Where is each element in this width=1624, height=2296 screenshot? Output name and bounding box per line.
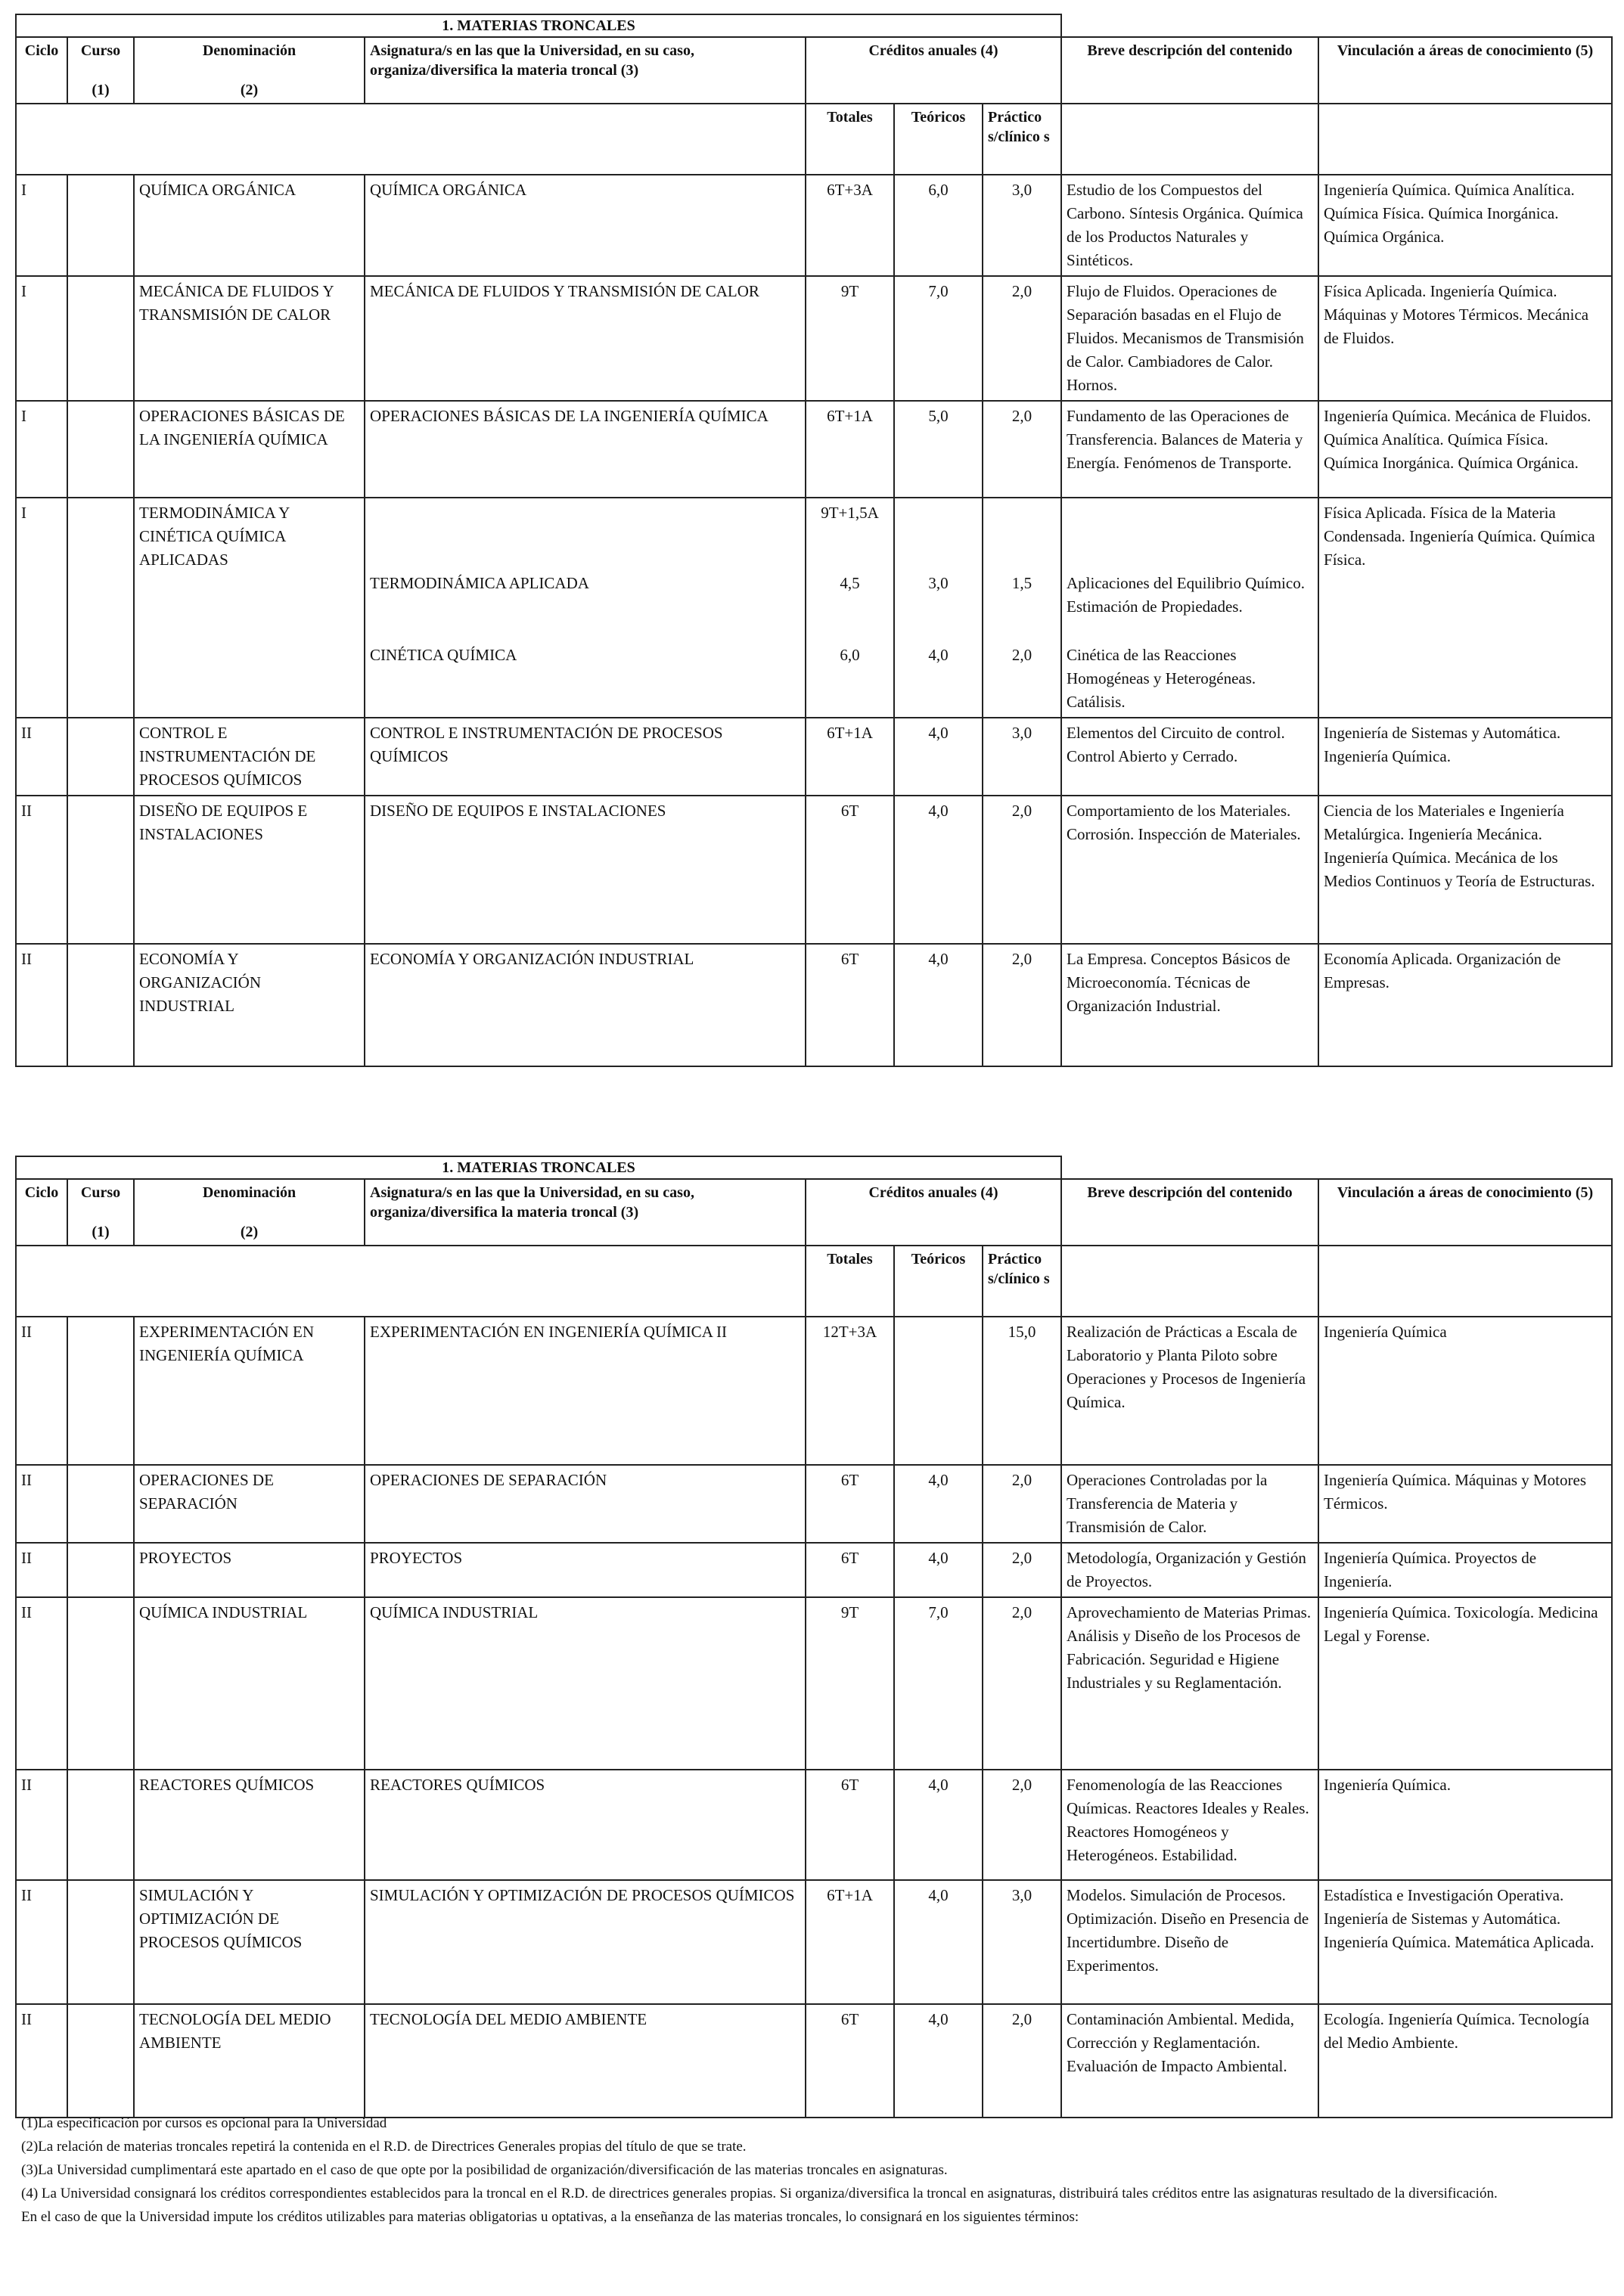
cell-totales: 12T+3A xyxy=(806,1317,894,1465)
table-row xyxy=(16,2004,1612,2118)
materias-troncales-table-1 xyxy=(15,14,1613,1067)
table-title: 1. MATERIAS TRONCALES xyxy=(16,14,1061,37)
col-denominacion xyxy=(134,37,365,104)
cell-asignatura: TECNOLOGÍA DEL MEDIO AMBIENTE xyxy=(365,2004,806,2118)
cell-asignatura: OPERACIONES BÁSICAS DE LA INGENIERÍA QUÍMICA xyxy=(365,401,806,498)
cell-descripcion: Flujo de Fluidos. Operaciones de Separación basadas en el Flujo de Fluidos. Mecanismos de Transmisión de Calor. Cambiadores de Calor. Hornos. xyxy=(1061,276,1318,401)
table-row xyxy=(16,401,1612,498)
cell-descripcion: Metodología, Organización y Gestión de Proyectos. xyxy=(1061,1543,1318,1597)
col-denominacion-note: (2) xyxy=(240,82,259,98)
cell-totales: 6T xyxy=(806,1543,894,1597)
cell-vinculacion: Ingeniería Química. Máquinas y Motores Térmicos. xyxy=(1318,1465,1612,1543)
footnotes xyxy=(21,2111,1610,2229)
termo-totales: 9T+1,5A xyxy=(821,504,879,522)
cell-practicos: 2,0 xyxy=(983,1597,1061,1770)
cell-vinculacion: Ingeniería Química. xyxy=(1318,1770,1612,1880)
cell-asignatura: QUÍMICA ORGÁNICA xyxy=(365,175,806,276)
cell-practicos: 2,0 xyxy=(983,1465,1061,1543)
subheader-blank-vinc xyxy=(1318,104,1612,175)
sub2-totales: 6,0 xyxy=(840,646,860,664)
cell-denominacion: MECÁNICA DE FLUIDOS Y TRANSMISIÓN DE CALOR xyxy=(134,276,365,401)
table-row xyxy=(16,1317,1612,1465)
cell-denominacion: ECONOMÍA Y ORGANIZACIÓN INDUSTRIAL xyxy=(134,944,365,1066)
col-descripcion: Breve descripción del contenido xyxy=(1061,1179,1318,1246)
cell-asignatura: EXPERIMENTACIÓN EN INGENIERÍA QUÍMICA II xyxy=(365,1317,806,1465)
cell-totales: 9T xyxy=(806,276,894,401)
cell-ciclo: I xyxy=(16,175,67,276)
cell-asignatura xyxy=(365,498,806,718)
cell-totales: 6T xyxy=(806,2004,894,2118)
col-asignaturas: Asignatura/s en las que la Universidad, en su caso, organiza/diversifica la materia troncal (3) xyxy=(365,1179,806,1246)
cell-curso xyxy=(67,718,134,796)
title-blank xyxy=(1061,1156,1612,1179)
cell-vinculacion: Ingeniería Química. Química Analítica. Química Física. Química Inorgánica. Química Orgánica. xyxy=(1318,175,1612,276)
cell-totales: 6T xyxy=(806,1770,894,1880)
sub1-descripcion: Aplicaciones del Equilibrio Químico. Estimación de Propiedades. xyxy=(1067,574,1305,616)
cell-descripcion: Aprovechamiento de Materias Primas. Análisis y Diseño de los Procesos de Fabricación. Seguridad e Higiene Industriales y su Reglamentación. xyxy=(1061,1597,1318,1770)
cell-vinculacion: Estadística e Investigación Operativa. Ingeniería de Sistemas y Automática. Ingeniería Química. Matemática Aplicada. xyxy=(1318,1880,1612,2004)
cell-asignatura: MECÁNICA DE FLUIDOS Y TRANSMISIÓN DE CALOR xyxy=(365,276,806,401)
col-curso xyxy=(67,37,134,104)
footnote-3: (3)La Universidad cumplimentará este apartado en el caso de que opte por la posibilidad de organización/diversificación de las materias troncales en asignaturas. xyxy=(21,2162,948,2178)
cell-denominacion: SIMULACIÓN Y OPTIMIZACIÓN DE PROCESOS QUÍMICOS xyxy=(134,1880,365,2004)
cell-denominacion: OPERACIONES DE SEPARACIÓN xyxy=(134,1465,365,1543)
cell-teoricos xyxy=(894,1317,983,1465)
sub1-teoricos: 3,0 xyxy=(928,574,949,592)
cell-curso xyxy=(67,1543,134,1597)
col-ciclo: Ciclo xyxy=(16,1179,67,1246)
cell-ciclo: I xyxy=(16,401,67,498)
cell-denominacion: QUÍMICA ORGÁNICA xyxy=(134,175,365,276)
cell-practicos: 2,0 xyxy=(983,276,1061,401)
cell-denominacion: EXPERIMENTACIÓN EN INGENIERÍA QUÍMICA xyxy=(134,1317,365,1465)
cell-asignatura: QUÍMICA INDUSTRIAL xyxy=(365,1597,806,1770)
cell-ciclo: II xyxy=(16,1770,67,1880)
col-totales: Totales xyxy=(806,1246,894,1317)
col-teoricos: Teóricos xyxy=(894,104,983,175)
col-curso-label: Curso xyxy=(80,42,121,59)
cell-teoricos: 4,0 xyxy=(894,1543,983,1597)
cell-ciclo: II xyxy=(16,1317,67,1465)
cell-ciclo: II xyxy=(16,1597,67,1770)
cell-practicos: 2,0 xyxy=(983,2004,1061,2118)
cell-teoricos: 4,0 xyxy=(894,1465,983,1543)
footnote-5: En el caso de que la Universidad impute los créditos utilizables para materias obligatorias u optativas, a la enseñanza de las materias troncales, lo consignará en los siguientes términos: xyxy=(21,2209,1079,2225)
cell-practicos: 2,0 xyxy=(983,944,1061,1066)
cell-teoricos: 7,0 xyxy=(894,1597,983,1770)
cell-practicos: 15,0 xyxy=(983,1317,1061,1465)
cell-vinculacion: Ingeniería de Sistemas y Automática. Ingeniería Química. xyxy=(1318,718,1612,796)
table-title: 1. MATERIAS TRONCALES xyxy=(16,1156,1061,1179)
cell-practicos: 2,0 xyxy=(983,796,1061,944)
cell-descripcion: Fenomenología de las Reacciones Químicas. Reactores Ideales y Reales. Reactores Homogéneos y Heterogéneos. Estabilidad. xyxy=(1061,1770,1318,1880)
col-totales: Totales xyxy=(806,104,894,175)
subheader-blank xyxy=(16,104,806,175)
subheader-blank-vinc xyxy=(1318,1246,1612,1317)
cell-vinculacion: Economía Aplicada. Organización de Empresas. xyxy=(1318,944,1612,1066)
table-row xyxy=(16,276,1612,401)
table-row xyxy=(16,1465,1612,1543)
cell-teoricos: 4,0 xyxy=(894,796,983,944)
cell-practicos: 2,0 xyxy=(983,401,1061,498)
cell-totales xyxy=(806,498,894,718)
col-denominacion xyxy=(134,1179,365,1246)
table-row xyxy=(16,718,1612,796)
materias-troncales-table-2 xyxy=(15,1156,1613,2118)
cell-curso xyxy=(67,1317,134,1465)
cell-asignatura: ECONOMÍA Y ORGANIZACIÓN INDUSTRIAL xyxy=(365,944,806,1066)
table-row xyxy=(16,1770,1612,1880)
cell-vinculacion: Ciencia de los Materiales e Ingeniería Metalúrgica. Ingeniería Mecánica. Ingeniería Química. Mecánica de los Medios Continuos y Teoría de Estructuras. xyxy=(1318,796,1612,944)
cell-descripcion: Fundamento de las Operaciones de Transferencia. Balances de Materia y Energía. Fenómenos de Transporte. xyxy=(1061,401,1318,498)
cell-descripcion: Operaciones Controladas por la Transferencia de Materia y Transmisión de Calor. xyxy=(1061,1465,1318,1543)
col-curso-note: (1) xyxy=(92,82,110,98)
cell-denominacion: CONTROL E INSTRUMENTACIÓN DE PROCESOS QUÍMICOS xyxy=(134,718,365,796)
cell-teoricos: 6,0 xyxy=(894,175,983,276)
table-row xyxy=(16,1597,1612,1770)
cell-descripcion: Comportamiento de los Materiales. Corrosión. Inspección de Materiales. xyxy=(1061,796,1318,944)
cell-curso xyxy=(67,796,134,944)
cell-denominacion: TERMODINÁMICA Y CINÉTICA QUÍMICA APLICADAS xyxy=(134,498,365,718)
sub-asignatura-cinetica: CINÉTICA QUÍMICA xyxy=(370,646,517,664)
cell-asignatura: CONTROL E INSTRUMENTACIÓN DE PROCESOS QUÍMICOS xyxy=(365,718,806,796)
cell-descripcion: Modelos. Simulación de Procesos. Optimización. Diseño en Presencia de Incertidumbre. Diseño de Experimentos. xyxy=(1061,1880,1318,2004)
cell-vinculacion: Física Aplicada. Ingeniería Química. Máquinas y Motores Térmicos. Mecánica de Fluidos. xyxy=(1318,276,1612,401)
col-denominacion-label: Denominación xyxy=(202,1184,297,1201)
cell-totales: 6T+1A xyxy=(806,401,894,498)
cell-descripcion: La Empresa. Conceptos Básicos de Microeconomía. Técnicas de Organización Industrial. xyxy=(1061,944,1318,1066)
cell-totales: 6T+3A xyxy=(806,175,894,276)
col-asignaturas: Asignatura/s en las que la Universidad, en su caso, organiza/diversifica la materia troncal (3) xyxy=(365,37,806,104)
cell-teoricos: 4,0 xyxy=(894,1770,983,1880)
cell-curso xyxy=(67,1597,134,1770)
cell-ciclo: I xyxy=(16,498,67,718)
col-vinculacion: Vinculación a áreas de conocimiento (5) xyxy=(1318,37,1612,104)
cell-denominacion: PROYECTOS xyxy=(134,1543,365,1597)
cell-curso xyxy=(67,1770,134,1880)
cell-teoricos: 7,0 xyxy=(894,276,983,401)
col-curso-label: Curso xyxy=(80,1184,121,1201)
cell-denominacion: QUÍMICA INDUSTRIAL xyxy=(134,1597,365,1770)
cell-ciclo: I xyxy=(16,276,67,401)
footnote-2: (2)La relación de materias troncales repetirá la contenida en el R.D. de Directrices Generales propias del título de que se trate. xyxy=(21,2139,747,2155)
cell-denominacion: OPERACIONES BÁSICAS DE LA INGENIERÍA QUÍMICA xyxy=(134,401,365,498)
subheader-blank-desc xyxy=(1061,104,1318,175)
col-ciclo: Ciclo xyxy=(16,37,67,104)
cell-practicos: 2,0 xyxy=(983,1543,1061,1597)
cell-teoricos: 4,0 xyxy=(894,718,983,796)
col-curso-note: (1) xyxy=(92,1224,110,1240)
cell-asignatura: OPERACIONES DE SEPARACIÓN xyxy=(365,1465,806,1543)
cell-totales: 6T xyxy=(806,944,894,1066)
cell-asignatura: REACTORES QUÍMICOS xyxy=(365,1770,806,1880)
cell-curso xyxy=(67,175,134,276)
cell-curso xyxy=(67,2004,134,2118)
cell-teoricos: 4,0 xyxy=(894,2004,983,2118)
cell-asignatura: PROYECTOS xyxy=(365,1543,806,1597)
cell-denominacion: DISEÑO DE EQUIPOS E INSTALACIONES xyxy=(134,796,365,944)
col-practicos: Práctico s/clínico s xyxy=(983,1246,1061,1317)
cell-teoricos: 5,0 xyxy=(894,401,983,498)
col-practicos: Práctico s/clínico s xyxy=(983,104,1061,175)
cell-ciclo: II xyxy=(16,2004,67,2118)
cell-vinculacion: Ingeniería Química. Proyectos de Ingeniería. xyxy=(1318,1543,1612,1597)
cell-teoricos: 4,0 xyxy=(894,944,983,1066)
subheader-blank-desc xyxy=(1061,1246,1318,1317)
cell-ciclo: II xyxy=(16,718,67,796)
sub1-practicos: 1,5 xyxy=(1011,574,1032,592)
title-blank xyxy=(1061,14,1612,37)
cell-curso xyxy=(67,498,134,718)
cell-vinculacion: Ingeniería Química. Mecánica de Fluidos. Química Analítica. Química Física. Química Inorgánica. Química Orgánica. xyxy=(1318,401,1612,498)
col-curso xyxy=(67,1179,134,1246)
table-row xyxy=(16,1543,1612,1597)
footnote-4: (4) La Universidad consignará los créditos correspondientes establecidos para la troncal en el R.D. de directrices generales propias. Si organiza/diversifica la troncal en asignaturas, distribuirá tales créditos entre las asignaturas resultado de la diversificación. xyxy=(21,2186,1498,2201)
cell-practicos: 3,0 xyxy=(983,718,1061,796)
table-row xyxy=(16,944,1612,1066)
cell-totales: 6T xyxy=(806,1465,894,1543)
sub1-totales: 4,5 xyxy=(840,574,860,592)
cell-practicos xyxy=(983,498,1061,718)
cell-vinculacion: Ingeniería Química. Toxicología. Medicina Legal y Forense. xyxy=(1318,1597,1612,1770)
cell-descripcion: Contaminación Ambiental. Medida, Corrección y Reglamentación. Evaluación de Impacto Ambiental. xyxy=(1061,2004,1318,2118)
cell-curso xyxy=(67,401,134,498)
sub2-descripcion: Cinética de las Reacciones Homogéneas y Heterogéneas. Catálisis. xyxy=(1067,646,1256,711)
cell-vinculacion: Ingeniería Química xyxy=(1318,1317,1612,1465)
table-row xyxy=(16,1880,1612,2004)
col-creditos: Créditos anuales (4) xyxy=(806,37,1061,104)
cell-ciclo: II xyxy=(16,796,67,944)
col-denominacion-label: Denominación xyxy=(202,42,297,59)
col-descripcion: Breve descripción del contenido xyxy=(1061,37,1318,104)
cell-asignatura: SIMULACIÓN Y OPTIMIZACIÓN DE PROCESOS QUÍMICOS xyxy=(365,1880,806,2004)
cell-totales: 6T xyxy=(806,796,894,944)
col-creditos: Créditos anuales (4) xyxy=(806,1179,1061,1246)
cell-practicos: 2,0 xyxy=(983,1770,1061,1880)
cell-totales: 6T+1A xyxy=(806,718,894,796)
cell-ciclo: II xyxy=(16,1880,67,2004)
cell-denominacion: TECNOLOGÍA DEL MEDIO AMBIENTE xyxy=(134,2004,365,2118)
cell-totales: 9T xyxy=(806,1597,894,1770)
sub2-teoricos: 4,0 xyxy=(928,646,949,664)
cell-ciclo: II xyxy=(16,1543,67,1597)
cell-descripcion: Elementos del Circuito de control. Control Abierto y Cerrado. xyxy=(1061,718,1318,796)
cell-descripcion: Realización de Prácticas a Escala de Laboratorio y Planta Piloto sobre Operaciones y Procesos de Ingeniería Química. xyxy=(1061,1317,1318,1465)
cell-practicos: 3,0 xyxy=(983,1880,1061,2004)
cell-curso xyxy=(67,944,134,1066)
cell-teoricos xyxy=(894,498,983,718)
cell-descripcion: Estudio de los Compuestos del Carbono. Síntesis Orgánica. Química de los Productos Naturales y Sintéticos. xyxy=(1061,175,1318,276)
col-teoricos: Teóricos xyxy=(894,1246,983,1317)
cell-ciclo: II xyxy=(16,944,67,1066)
cell-vinculacion: Física Aplicada. Física de la Materia Condensada. Ingeniería Química. Química Física. xyxy=(1318,498,1612,718)
cell-practicos: 3,0 xyxy=(983,175,1061,276)
cell-totales: 6T+1A xyxy=(806,1880,894,2004)
cell-denominacion: REACTORES QUÍMICOS xyxy=(134,1770,365,1880)
cell-curso xyxy=(67,276,134,401)
subheader-blank xyxy=(16,1246,806,1317)
cell-vinculacion: Ecología. Ingeniería Química. Tecnología del Medio Ambiente. xyxy=(1318,2004,1612,2118)
col-vinculacion: Vinculación a áreas de conocimiento (5) xyxy=(1318,1179,1612,1246)
cell-teoricos: 4,0 xyxy=(894,1880,983,2004)
col-denominacion-note: (2) xyxy=(240,1224,259,1240)
footnote-1: (1)La especificación por cursos es opcional para la Universidad xyxy=(21,2115,387,2131)
sub2-practicos: 2,0 xyxy=(1011,646,1032,664)
table-row-termodinamica xyxy=(16,498,1612,718)
cell-ciclo: II xyxy=(16,1465,67,1543)
table-row xyxy=(16,796,1612,944)
cell-descripcion xyxy=(1061,498,1318,718)
cell-curso xyxy=(67,1465,134,1543)
sub-asignatura-termodinamica: TERMODINÁMICA APLICADA xyxy=(370,574,589,592)
cell-asignatura: DISEÑO DE EQUIPOS E INSTALACIONES xyxy=(365,796,806,944)
table-row xyxy=(16,175,1612,276)
cell-curso xyxy=(67,1880,134,2004)
